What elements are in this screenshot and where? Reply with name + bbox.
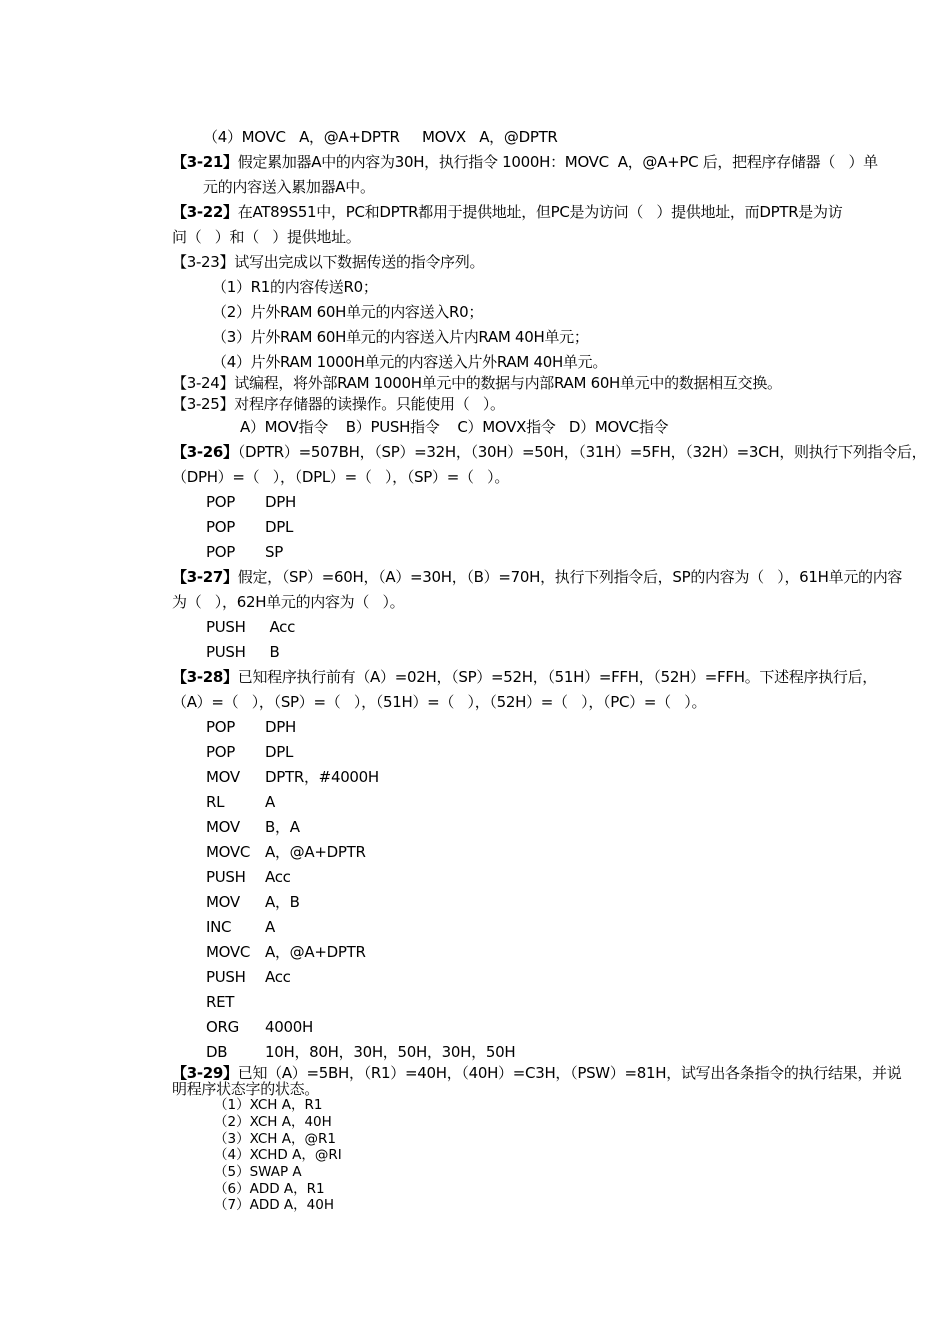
- code-op: POP: [206, 518, 235, 536]
- code-arg: Acc: [265, 618, 296, 636]
- code-op: MOV: [206, 893, 240, 911]
- code-arg: DPL: [265, 518, 294, 536]
- code-arg: B，A: [265, 818, 300, 836]
- question-3-21: [172, 152, 878, 172]
- question-label: 【3-21】: [172, 153, 238, 171]
- code-op: POP: [206, 493, 235, 511]
- code-op: POP: [206, 743, 235, 761]
- question-3-26-cont: （DPH）=（ ），（DPL）=（ ），（SP）=（ ）。: [172, 468, 510, 486]
- code-arg: A: [265, 793, 275, 811]
- question-text: 假定累加器A中的内容为30H，执行指令 1000H：MOVC A，@A+PC 后，把程序存储器（ ）单: [237, 153, 878, 171]
- question-label: 【3-27】: [172, 568, 238, 586]
- question-3-27: [172, 567, 902, 587]
- code-op: PUSH: [206, 868, 246, 886]
- question-text: 已知（A）=5BH，（R1）=40H，（40H）=C3H，（PSW）=81H，试写出各条指令的执行结果，并说: [237, 1064, 902, 1082]
- code-line: [206, 817, 300, 837]
- code-op: DB: [206, 1043, 228, 1061]
- code-line: [206, 517, 293, 537]
- code-op: RL: [206, 793, 225, 811]
- question-text: 在AT89S51中，PC和DPTR都用于提供地址，但PC是为访问（ ）提供地址，而DPTR是为访: [237, 203, 843, 221]
- question-3-29-item-5: （5）SWAP A: [214, 1164, 302, 1180]
- code-arg: A，@A+DPTR: [265, 843, 366, 861]
- code-op: RET: [206, 993, 235, 1011]
- question-3-23: 【3-23】试写出完成以下数据传送的指令序列。: [172, 253, 485, 271]
- question-3-29-item-4: （4）XCHD A，@RI: [214, 1147, 342, 1163]
- question-3-22: [172, 202, 842, 222]
- question-3-23-item-3: （3）片外RAM 60H单元的内容送入片内RAM 40H单元；: [212, 328, 589, 346]
- code-op: PUSH: [206, 643, 246, 661]
- code-arg: B: [265, 643, 280, 661]
- question-3-20-option-4: （4）MOVC A，@A+DPTR MOVX A，@DPTR: [203, 128, 558, 146]
- code-line: [206, 642, 279, 662]
- code-arg: Acc: [265, 968, 291, 986]
- question-label: 【3-29】: [172, 1064, 238, 1082]
- question-3-29-item-2: （2）XCH A，40H: [214, 1114, 332, 1130]
- question-text: 假定，（SP）=60H，（A）=30H，（B）=70H，执行下列指令后，SP的内容为（ ），61H单元的内容: [237, 568, 903, 586]
- code-op: MOVC: [206, 943, 251, 961]
- code-op: ORG: [206, 1018, 239, 1036]
- code-line: [206, 717, 296, 737]
- question-3-28: [172, 667, 877, 687]
- code-line: [206, 967, 291, 987]
- code-line: [206, 492, 296, 512]
- code-line: [206, 767, 379, 787]
- question-3-25-options: A）MOV指令 B）PUSH指令 C）MOVX指令 D）MOVC指令: [240, 418, 669, 436]
- code-arg: A: [265, 918, 275, 936]
- code-arg: Acc: [265, 868, 291, 886]
- question-label: 【3-26】: [172, 443, 238, 461]
- code-line: [206, 917, 275, 937]
- question-3-29-item-3: （3）XCH A，@R1: [214, 1131, 336, 1147]
- code-arg: DPL: [265, 743, 294, 761]
- question-text: 已知程序执行前有（A）=02H，（SP）=52H，（51H）=FFH，（52H）=FFH。下述程序执行后，: [237, 668, 877, 686]
- code-line: [206, 892, 300, 912]
- question-3-27-cont: 为（ ），62H单元的内容为（ ）。: [172, 593, 405, 611]
- question-3-29-item-6: （6）ADD A，R1: [214, 1181, 325, 1197]
- code-line: [206, 617, 295, 637]
- question-3-21-cont: 元的内容送入累加器A中。: [203, 178, 375, 196]
- code-arg: SP: [265, 543, 283, 561]
- question-3-23-item-2: （2）片外RAM 60H单元的内容送入R0；: [212, 303, 484, 321]
- question-3-25: 【3-25】对程序存储器的读操作。只能使用（ ）。: [172, 395, 505, 413]
- question-3-24: 【3-24】试编程，将外部RAM 1000H单元中的数据与内部RAM 60H单元中的数据相互交换。: [172, 374, 782, 392]
- code-op: POP: [206, 543, 235, 561]
- question-label: 【3-22】: [172, 203, 238, 221]
- code-arg: 4000H: [265, 1018, 313, 1036]
- code-op: PUSH: [206, 618, 246, 636]
- question-3-29-cont: 明程序状态字的状态。: [172, 1080, 320, 1098]
- code-op: INC: [206, 918, 232, 936]
- code-line: [206, 867, 291, 887]
- code-line: [206, 992, 265, 1012]
- question-3-29-item-7: （7）ADD A，40H: [214, 1197, 334, 1213]
- code-line: [206, 942, 366, 962]
- question-3-29-item-1: （1）XCH A，R1: [214, 1097, 323, 1113]
- question-3-26: [172, 442, 926, 462]
- code-op: POP: [206, 718, 235, 736]
- question-3-28-cont: （A）=（ ），（SP）=（ ），（51H）=（ ），（52H）=（ ），（PC）=（ ）。: [172, 693, 707, 711]
- code-line: [206, 792, 275, 812]
- question-3-23-item-1: （1）R1的内容传送R0；: [212, 278, 378, 296]
- code-op: MOV: [206, 818, 240, 836]
- code-op: MOVC: [206, 843, 251, 861]
- code-arg: A，B: [265, 893, 300, 911]
- code-line: [206, 542, 283, 562]
- question-3-22-cont: 问（ ）和（ ）提供地址。: [172, 228, 361, 246]
- question-text: （DPTR）=507BH，（SP）=32H，（30H）=50H，（31H）=5FH，（32H）=3CH，则执行下列指令后，: [237, 443, 927, 461]
- code-line: [206, 1017, 313, 1037]
- code-arg: 10H，80H，30H，50H，30H，50H: [265, 1043, 516, 1061]
- code-arg: DPH: [265, 493, 296, 511]
- code-line: [206, 742, 293, 762]
- question-label: 【3-28】: [172, 668, 238, 686]
- code-arg: DPH: [265, 718, 296, 736]
- code-op: PUSH: [206, 968, 246, 986]
- code-arg: A，@A+DPTR: [265, 943, 366, 961]
- code-arg: DPTR，#4000H: [265, 768, 379, 786]
- code-line: [206, 842, 366, 862]
- code-op: MOV: [206, 768, 240, 786]
- code-line: [206, 1042, 515, 1062]
- question-3-23-item-4: （4）片外RAM 1000H单元的内容送入片外RAM 40H单元。: [212, 353, 608, 371]
